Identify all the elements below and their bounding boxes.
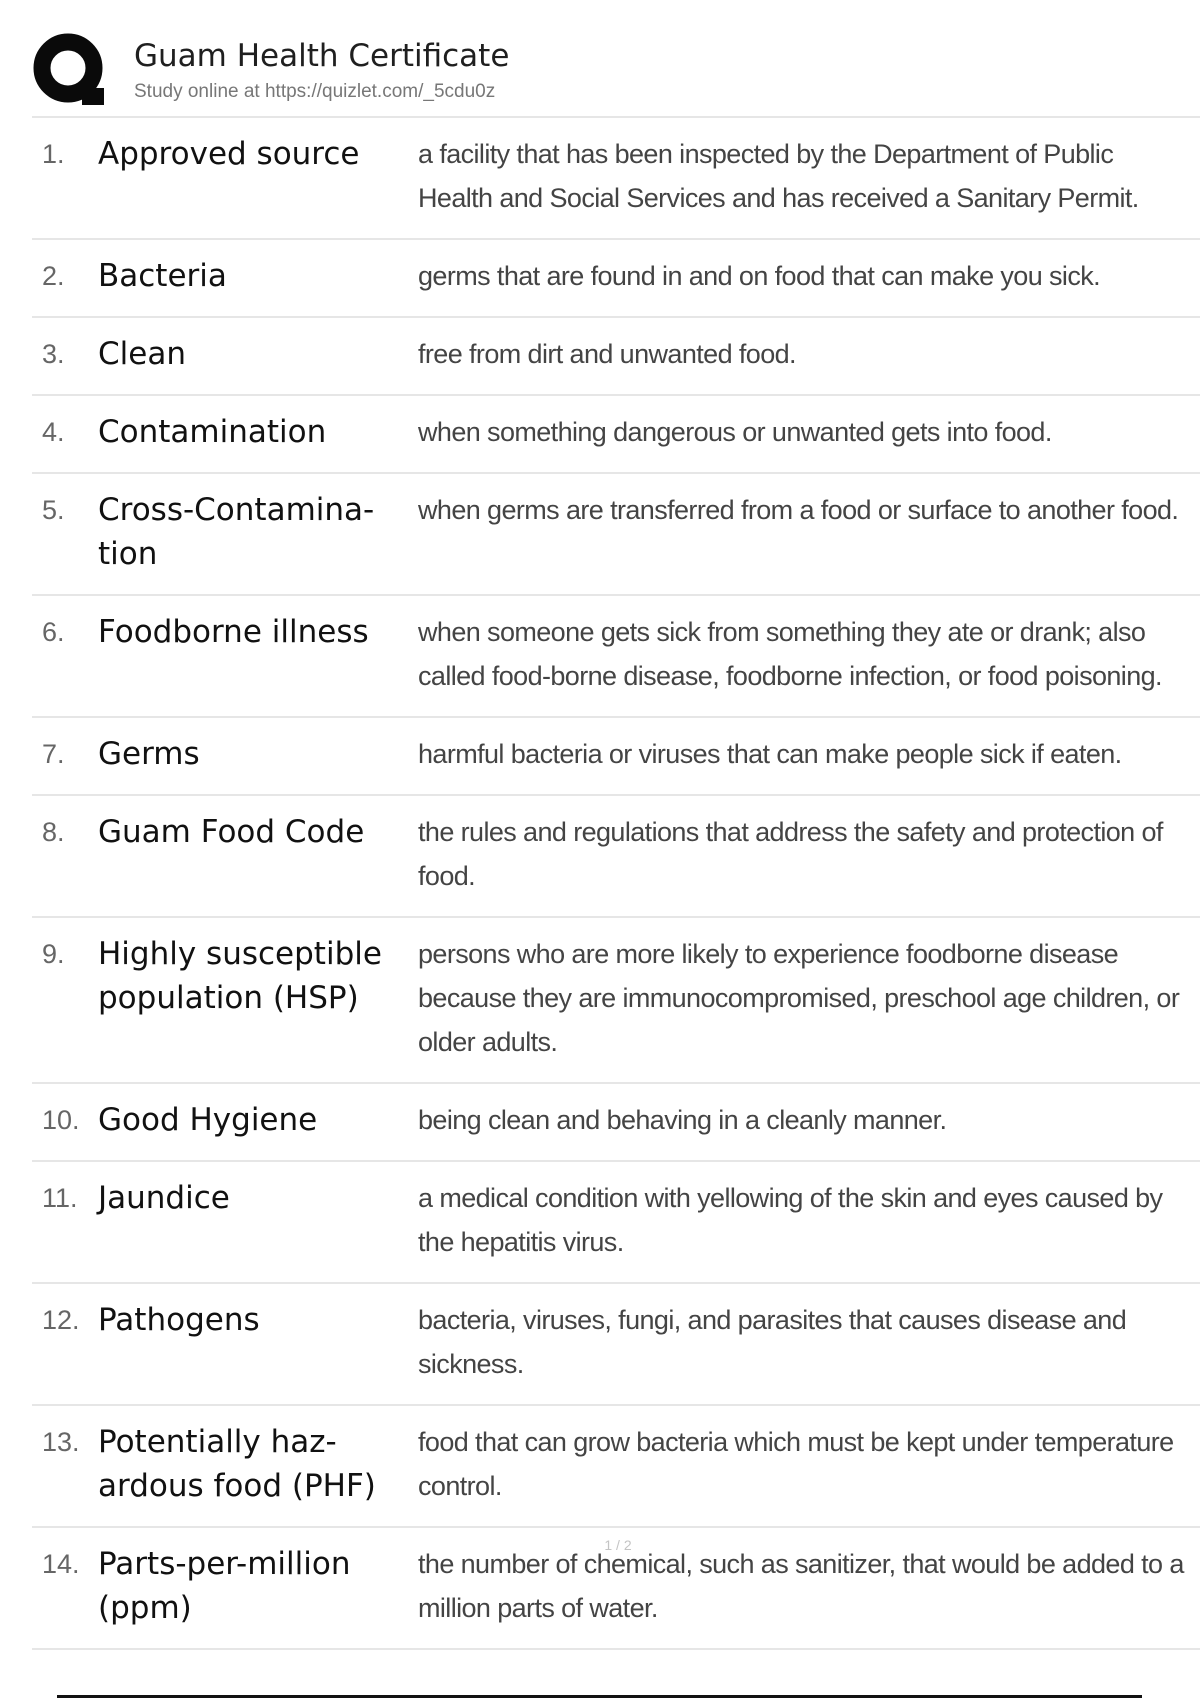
study-online-link[interactable]: Study online at https://quizlet.com/_5cdu0z bbox=[134, 81, 496, 102]
quizlet-logo-icon bbox=[32, 32, 112, 112]
term-label: Guam Food Code bbox=[98, 814, 365, 850]
term-number: 11. bbox=[42, 1183, 78, 1213]
term-number: 9. bbox=[42, 939, 65, 969]
document-header bbox=[32, 32, 1200, 116]
term-number: 3. bbox=[42, 339, 65, 369]
term-label: Parts-per-million (ppm) bbox=[98, 1546, 351, 1626]
term-number: 6. bbox=[42, 617, 65, 647]
term-definition: a medical condition with yellowing of the skin and eyes caused by the hepatitis virus. bbox=[418, 1183, 1163, 1257]
term-label: Pathogens bbox=[98, 1302, 260, 1338]
term-number: 12. bbox=[42, 1305, 80, 1335]
term-definition: when someone gets sick from something they ate or drank; also called food-borne disease, foodborne infection, or food poisoning. bbox=[418, 617, 1162, 691]
term-number: 10. bbox=[42, 1105, 80, 1135]
term-number: 7. bbox=[42, 739, 65, 769]
term-definition: harmful bacteria or viruses that can make people sick if eaten. bbox=[418, 739, 1122, 769]
term-row bbox=[32, 1284, 1200, 1406]
term-row bbox=[32, 240, 1200, 318]
term-definition: the rules and regulations that address the safety and protection of food. bbox=[418, 817, 1163, 891]
term-label: Clean bbox=[98, 336, 186, 372]
term-row bbox=[32, 796, 1200, 918]
bottom-divider bbox=[57, 1695, 1142, 1698]
term-definition: when germs are transferred from a food or surface to another food. bbox=[418, 495, 1179, 525]
page-number: 1 / 2 bbox=[604, 1537, 632, 1553]
term-row bbox=[32, 1406, 1200, 1528]
term-row bbox=[32, 474, 1200, 596]
title-block bbox=[134, 32, 509, 106]
term-row bbox=[32, 118, 1200, 240]
term-row bbox=[32, 396, 1200, 474]
term-row bbox=[32, 318, 1200, 396]
term-definition: persons who are more likely to experience foodborne disease because they are immunocompromised, preschool age children, or older adults. bbox=[418, 939, 1180, 1057]
term-label: Foodborne illness bbox=[98, 614, 369, 650]
term-number: 8. bbox=[42, 817, 65, 847]
term-definition: bacteria, viruses, fungi, and parasites that causes disease and sickness. bbox=[418, 1305, 1127, 1379]
term-number: 4. bbox=[42, 417, 65, 447]
term-label: Jaundice bbox=[98, 1180, 230, 1216]
term-number: 1. bbox=[42, 139, 65, 169]
term-row bbox=[32, 1162, 1200, 1284]
term-row bbox=[32, 718, 1200, 796]
term-definition: food that can grow bacteria which must be kept under temperature control. bbox=[418, 1427, 1174, 1501]
term-row bbox=[32, 596, 1200, 718]
term-number: 5. bbox=[42, 495, 65, 525]
term-definition: germs that are found in and on food that can make you sick. bbox=[418, 261, 1101, 291]
term-number: 13. bbox=[42, 1427, 80, 1457]
term-label: Contamination bbox=[98, 414, 327, 450]
term-label: Highly susceptible population (HSP) bbox=[98, 936, 382, 1016]
document-title: Guam Health Certificate bbox=[134, 38, 510, 74]
term-definition: a facility that has been inspected by the Department of Public Health and Social Services and has received a Sanitary Permit. bbox=[418, 139, 1139, 213]
term-definition: being clean and behaving in a cleanly manner. bbox=[418, 1105, 947, 1135]
term-label: Cross-Contamina- tion bbox=[98, 492, 375, 572]
term-number: 2. bbox=[42, 261, 65, 291]
term-row bbox=[32, 1084, 1200, 1162]
term-label: Germs bbox=[98, 736, 200, 772]
term-definition: the number of chemical, such as sanitizer, that would be added to a million parts of water. bbox=[418, 1549, 1184, 1623]
term-label: Approved source bbox=[98, 136, 360, 172]
term-label: Potentially haz- ardous food (PHF) bbox=[98, 1424, 376, 1504]
term-row bbox=[32, 918, 1200, 1084]
term-definition: when something dangerous or unwanted gets into food. bbox=[418, 417, 1052, 447]
term-label: Bacteria bbox=[98, 258, 227, 294]
term-definition: free from dirt and unwanted food. bbox=[418, 339, 796, 369]
terms-table bbox=[32, 116, 1200, 1650]
term-label: Good Hygiene bbox=[98, 1102, 318, 1138]
term-number: 14. bbox=[42, 1549, 80, 1579]
